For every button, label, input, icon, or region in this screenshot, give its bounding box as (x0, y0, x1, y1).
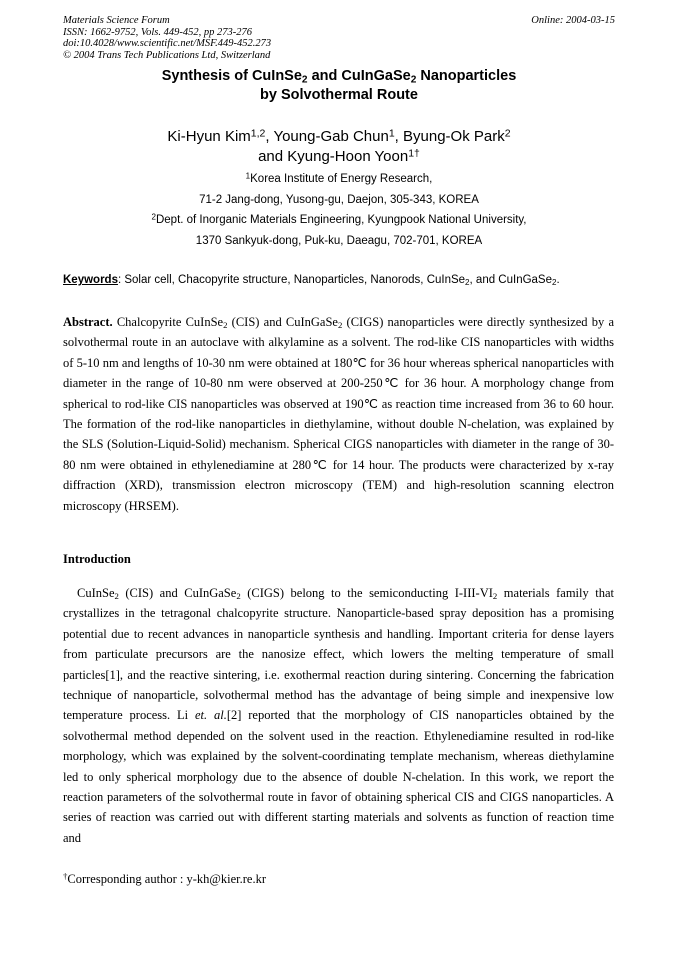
introduction-body: CuInSe$_2$ (CIS) and CuInGaSe$_2$ (CIGS) belong to the semiconducting $I-III-VI_2$ materials family that crystallizes in the tetragonal chalcopyrite structure. Nanoparticle-based spray deposition has a promising potential due to recent advances in nanoparticle synthesis and handling. Important criteria for dense layers from particulate precursors are the nanosize effect, which lowers the melting temperature of small particles[1], and the reactive sintering, i.e. exothermal reaction during sintering. Concerning the fabrication technique of nanoparticle, solvothermal method has the advantage of being simple and inexpensive low temperature process. Li et. al.[2] reported that the morphology of CIS nanoparticles obtained by the solvothermal method depended on the solvent used in the reaction. Ethylenediamine resulted in rod-like morphology, which was explained by the solvent-coordinating template mechanism, whereas diethylamine led to only spherical morphology due to the absence of double N-chelation. In this work, we report the reaction parameters of the solvothermal route in favor of obtaining spherical CIS and CIGS nanoparticles. A series of reaction was carried out with different starting materials and solvents as function of reaction time and (63, 586, 615, 845)
keywords-label: Keywords (63, 274, 118, 286)
author-list (0, 127, 678, 167)
copyright-line: © 2004 Trans Tech Publications Ltd, Switzerland (63, 49, 271, 61)
author-park: , Byung-Ok Park (394, 128, 505, 145)
author-chun: , Young-Gab Chun (265, 128, 389, 145)
affiliation-2: $^2$Dept. of Inorganic Materials Engineering, Kyungpook National University, (151, 212, 527, 226)
journal-header (63, 15, 271, 61)
authors-line-2: and Kyung-Hoon Yoon$^{1\dagger}$ (258, 147, 420, 165)
affiliation-1-address: 71-2 Jang-dong, Yusong-gu, Daejon, 305-343, KOREA (199, 193, 479, 206)
corresponding-author-footnote: †Corresponding author : y-kh@kier.re.kr (63, 871, 266, 886)
title-line-1: Synthesis of CuInSe$_2$ and CuInGaSe$_2$ Nanoparticles (161, 68, 517, 86)
affiliation-1: $^1$Korea Institute of Energy Research, (245, 171, 433, 185)
author-kim: Ki-Hyun Kim (167, 128, 251, 145)
paper-title (0, 67, 678, 105)
author-yoon: and Kyung-Hoon Yoon (258, 148, 409, 165)
affiliation-2-address: 1370 Sankyuk-dong, Puk-ku, Daeagu, 702-701, KOREA (195, 234, 483, 247)
affiliations (0, 169, 678, 251)
title-line-2: by Solvothermal Route (260, 87, 418, 103)
authors-line-1: Ki-Hyun Kim$^{1,2}$, Young-Gab Chun$^1$, Byung-Ok Park$^2$ (167, 127, 511, 145)
doi-line: doi:10.4028/www.scientific.net/MSF.449-452.273 (63, 38, 272, 49)
keywords: Keywords: Solar cell, Chacopyrite structure, Nanoparticles, Nanorods, CuInSe$_2$, and CuInGaSe$_2$. (63, 274, 560, 287)
abstract: Abstract. Chalcopyrite CuInSe$_2$ (CIS) and CuInGaSe$_2$ (CIGS) nanoparticles were directly synthesized by a solvothermal route in an autoclave with alkylamine as a solvent. The rod-like CIS nanoparticles with widths of 5-10 nm and lengths of 10-30 nm were obtained at 180℃ for 36 hour whereas spherical nanoparticles with diameter in the range of 10-80 nm were observed at 200-250℃ for 36 hour. A morphology change from spherical to rod-like CIS nanoparticles was observed at 190℃ as reaction time increased from 36 to 60 hour. The formation of the rod-like nanoparticles in diethylamine, without double N-chelation, was explained by the SLS (Solution-Liquid-Solid) mechanism. Spherical CIGS nanoparticles with diameter in the range of 30-80 nm were obtained in ethylenediamine at 280℃ for 14 hour. The products were characterized by x-ray diffraction (XRD), transmission electron microscopy (TEM) and high-resolution scanning electron microscopy (HRSEM). (63, 315, 614, 513)
introduction-heading: Introduction (63, 552, 131, 566)
issn-line: ISSN: 1662-9752, Vols. 449-452, pp 273-276 (63, 26, 252, 38)
journal-name: Materials Science Forum (63, 15, 170, 26)
online-date: Online: 2004-03-15 (531, 15, 615, 26)
abstract-label: Abstract. (63, 315, 113, 329)
